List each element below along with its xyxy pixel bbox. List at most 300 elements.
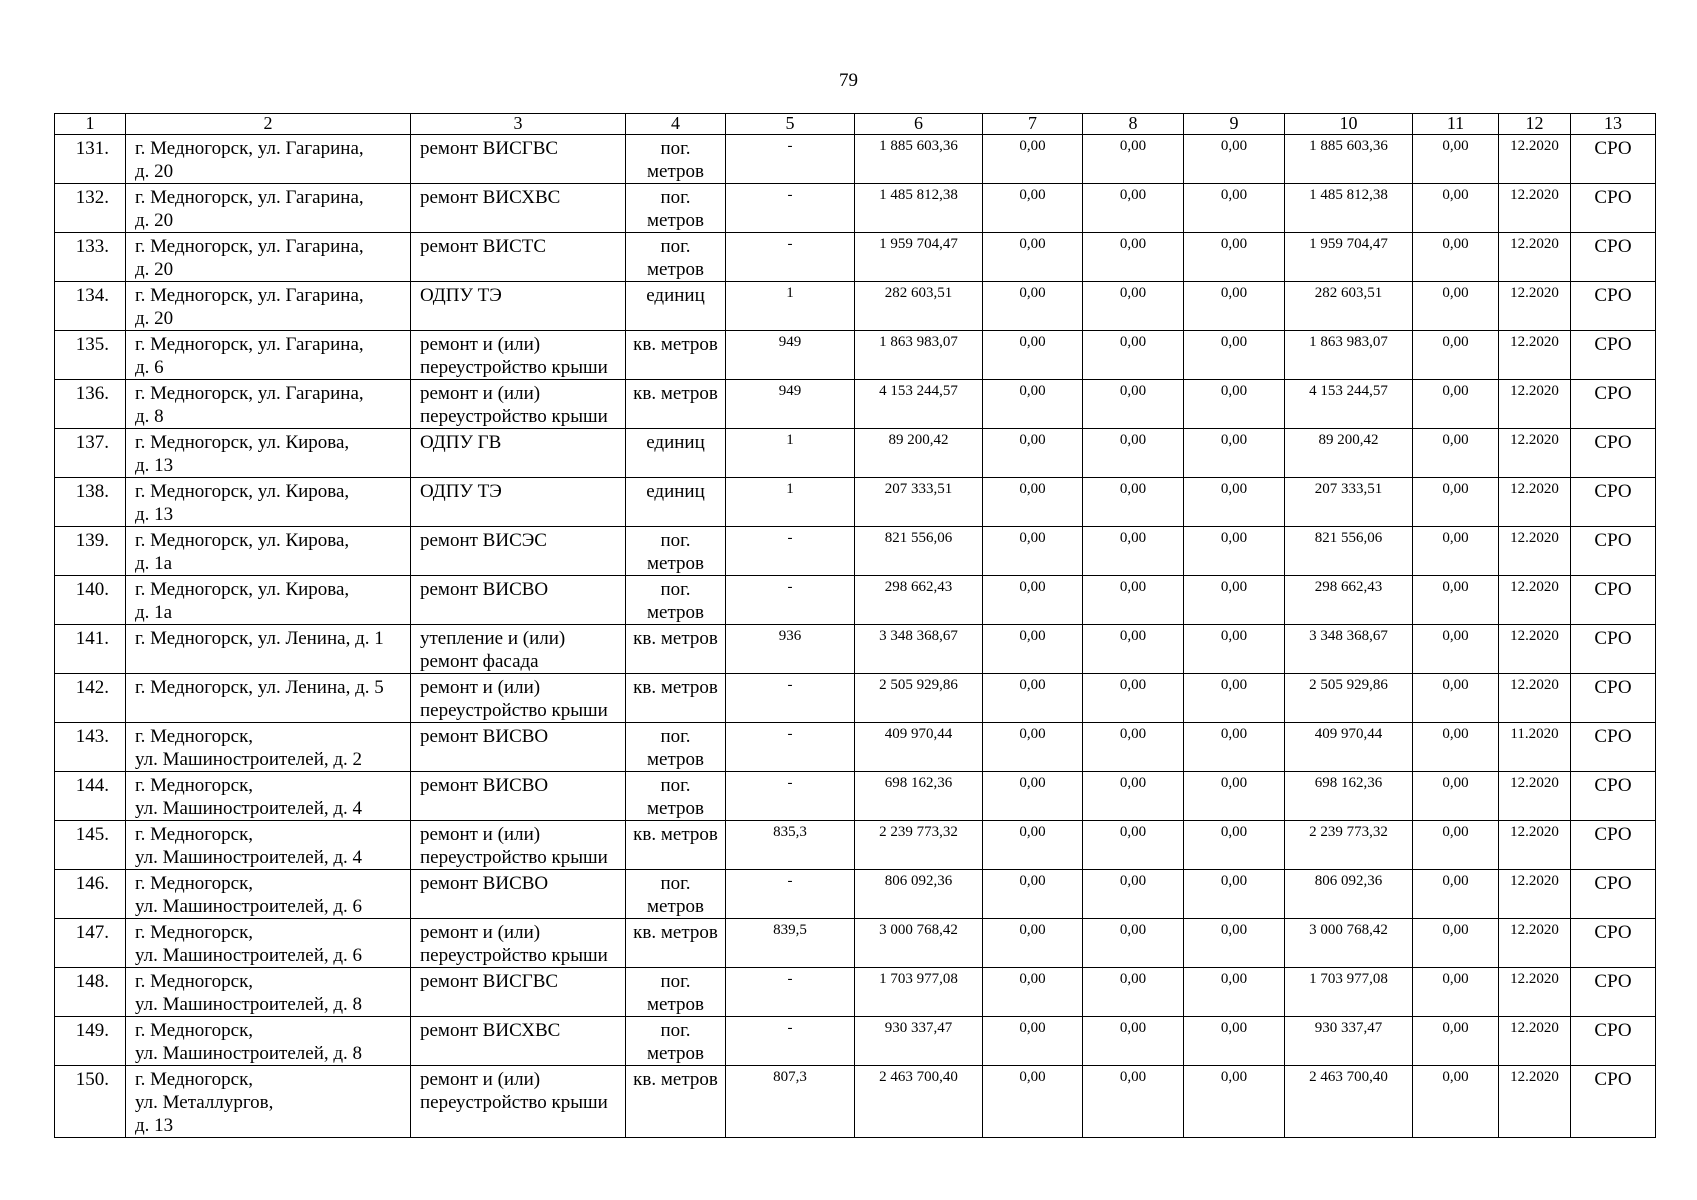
address-line-1: г. Медногорск, ул. Ленина, д. 1 — [135, 628, 384, 649]
work-type-line-1: утепление и (или) — [420, 628, 566, 649]
unit-line-1: кв. метров — [633, 334, 718, 355]
table-row — [55, 135, 1656, 184]
address-line-3: д. 13 — [135, 1115, 174, 1136]
col9-cell: 0,00 — [1184, 527, 1285, 576]
unit-line-1: кв. метров — [633, 677, 718, 698]
date-cell: 12.2020 — [1499, 331, 1571, 380]
col7-cell: 0,00 — [983, 478, 1083, 527]
work-type-line-2: переустройство крыши — [420, 406, 608, 427]
address-line-1: г. Медногорск, ул. Гагарина, — [135, 334, 364, 355]
address-line-2: ул. Металлургов, — [135, 1092, 274, 1113]
col9-cell: 0,00 — [1184, 380, 1285, 429]
col10-cell: 1 959 704,47 — [1285, 233, 1413, 282]
work-type-cell — [411, 1066, 626, 1138]
col11-cell: 0,00 — [1413, 576, 1499, 625]
organization-cell: СРО — [1571, 968, 1656, 1017]
row-number: 148. — [55, 968, 126, 1017]
address-line-2: ул. Машиностроителей, д. 2 — [135, 749, 363, 770]
col8-cell: 0,00 — [1083, 380, 1184, 429]
total-cost-cell: 1 959 704,47 — [855, 233, 983, 282]
col9-cell: 0,00 — [1184, 821, 1285, 870]
col7-cell: 0,00 — [983, 723, 1083, 772]
table-row — [55, 429, 1656, 478]
row-number: 146. — [55, 870, 126, 919]
col10-cell: 698 162,36 — [1285, 772, 1413, 821]
table-row — [55, 331, 1656, 380]
column-header: 3 — [411, 114, 626, 135]
table-row — [55, 282, 1656, 331]
address-line-1: г. Медногорск, ул. Кирова, — [135, 579, 350, 600]
organization-cell: СРО — [1571, 772, 1656, 821]
unit-cell — [626, 380, 726, 429]
col7-cell: 0,00 — [983, 772, 1083, 821]
unit-line-2: метров — [647, 602, 704, 623]
organization-cell: СРО — [1571, 184, 1656, 233]
address-line-1: г. Медногорск, ул. Гагарина, — [135, 383, 364, 404]
work-type-line-1: ремонт и (или) — [420, 383, 541, 404]
col9-cell: 0,00 — [1184, 1017, 1285, 1066]
date-cell: 12.2020 — [1499, 772, 1571, 821]
col11-cell: 0,00 — [1413, 674, 1499, 723]
unit-line-1: кв. метров — [633, 922, 718, 943]
address-cell — [126, 1017, 411, 1066]
column-header: 6 — [855, 114, 983, 135]
address-line-2: ул. Машиностроителей, д. 8 — [135, 1043, 363, 1064]
table-row — [55, 723, 1656, 772]
col8-cell: 0,00 — [1083, 429, 1184, 478]
quantity-cell: 807,3 — [726, 1066, 855, 1138]
date-cell: 12.2020 — [1499, 233, 1571, 282]
row-number: 149. — [55, 1017, 126, 1066]
col7-cell: 0,00 — [983, 870, 1083, 919]
table-row — [55, 625, 1656, 674]
column-header: 4 — [626, 114, 726, 135]
col7-cell: 0,00 — [983, 919, 1083, 968]
col11-cell: 0,00 — [1413, 1066, 1499, 1138]
col11-cell: 0,00 — [1413, 135, 1499, 184]
col10-cell: 1 485 812,38 — [1285, 184, 1413, 233]
date-cell: 12.2020 — [1499, 380, 1571, 429]
col11-cell: 0,00 — [1413, 184, 1499, 233]
unit-line-1: пог. — [660, 236, 691, 257]
address-line-1: г. Медногорск, ул. Кирова, — [135, 432, 350, 453]
work-type-cell — [411, 282, 626, 331]
address-line-2: д. 20 — [135, 308, 174, 329]
col9-cell: 0,00 — [1184, 625, 1285, 674]
work-type-line-1: ремонт ВИСГВС — [420, 138, 559, 159]
col7-cell: 0,00 — [983, 968, 1083, 1017]
address-line-1: г. Медногорск, — [135, 1069, 254, 1090]
address-cell — [126, 282, 411, 331]
date-cell: 11.2020 — [1499, 723, 1571, 772]
work-type-line-1: ремонт ВИСВО — [420, 726, 549, 747]
row-number: 138. — [55, 478, 126, 527]
total-cost-cell: 298 662,43 — [855, 576, 983, 625]
col11-cell: 0,00 — [1413, 625, 1499, 674]
column-header: 2 — [126, 114, 411, 135]
row-number: 136. — [55, 380, 126, 429]
column-number-row — [55, 114, 1656, 135]
unit-line-1: единиц — [646, 481, 705, 502]
unit-cell — [626, 1066, 726, 1138]
address-cell — [126, 478, 411, 527]
unit-line-1: пог. — [660, 579, 691, 600]
col10-cell: 207 333,51 — [1285, 478, 1413, 527]
row-number: 135. — [55, 331, 126, 380]
organization-cell: СРО — [1571, 1066, 1656, 1138]
table-row — [55, 919, 1656, 968]
unit-cell — [626, 527, 726, 576]
work-type-line-2: переустройство крыши — [420, 700, 608, 721]
organization-cell: СРО — [1571, 380, 1656, 429]
col7-cell: 0,00 — [983, 1017, 1083, 1066]
col10-cell: 2 463 700,40 — [1285, 1066, 1413, 1138]
col11-cell: 0,00 — [1413, 282, 1499, 331]
col9-cell: 0,00 — [1184, 184, 1285, 233]
row-number: 139. — [55, 527, 126, 576]
unit-cell — [626, 968, 726, 1017]
col10-cell: 89 200,42 — [1285, 429, 1413, 478]
quantity-cell: 1 — [726, 282, 855, 331]
work-type-cell — [411, 625, 626, 674]
col9-cell: 0,00 — [1184, 429, 1285, 478]
work-type-cell — [411, 870, 626, 919]
unit-cell — [626, 870, 726, 919]
row-number: 137. — [55, 429, 126, 478]
work-type-line-2: переустройство крыши — [420, 945, 608, 966]
quantity-cell: 839,5 — [726, 919, 855, 968]
work-type-cell — [411, 919, 626, 968]
work-type-line-1: ремонт и (или) — [420, 677, 541, 698]
col8-cell: 0,00 — [1083, 1066, 1184, 1138]
address-line-2: ул. Машиностроителей, д. 4 — [135, 798, 363, 819]
column-header: 12 — [1499, 114, 1571, 135]
col9-cell: 0,00 — [1184, 1066, 1285, 1138]
unit-line-2: метров — [647, 896, 704, 917]
capital-repair-table — [54, 113, 1656, 1138]
unit-cell — [626, 919, 726, 968]
unit-cell — [626, 625, 726, 674]
table-row — [55, 674, 1656, 723]
unit-line-1: пог. — [660, 971, 691, 992]
unit-line-2: метров — [647, 994, 704, 1015]
total-cost-cell: 806 092,36 — [855, 870, 983, 919]
col9-cell: 0,00 — [1184, 772, 1285, 821]
work-type-line-1: ОДПУ ТЭ — [420, 285, 502, 306]
address-line-2: д. 20 — [135, 161, 174, 182]
date-cell: 12.2020 — [1499, 478, 1571, 527]
address-line-2: д. 20 — [135, 210, 174, 231]
total-cost-cell: 2 239 773,32 — [855, 821, 983, 870]
address-cell — [126, 331, 411, 380]
unit-line-1: единиц — [646, 432, 705, 453]
col8-cell: 0,00 — [1083, 184, 1184, 233]
quantity-cell: - — [726, 184, 855, 233]
col11-cell: 0,00 — [1413, 380, 1499, 429]
unit-cell — [626, 674, 726, 723]
quantity-cell: - — [726, 870, 855, 919]
quantity-cell: - — [726, 1017, 855, 1066]
quantity-cell: - — [726, 674, 855, 723]
address-line-1: г. Медногорск, ул. Гагарина, — [135, 236, 364, 257]
address-line-1: г. Медногорск, — [135, 726, 254, 747]
address-line-2: д. 1а — [135, 553, 173, 574]
address-line-1: г. Медногорск, — [135, 1020, 254, 1041]
total-cost-cell: 409 970,44 — [855, 723, 983, 772]
col8-cell: 0,00 — [1083, 233, 1184, 282]
work-type-line-2: переустройство крыши — [420, 1092, 608, 1113]
quantity-cell: 1 — [726, 429, 855, 478]
col11-cell: 0,00 — [1413, 331, 1499, 380]
col8-cell: 0,00 — [1083, 331, 1184, 380]
address-line-1: г. Медногорск, — [135, 971, 254, 992]
work-type-line-1: ремонт ВИСТС — [420, 236, 547, 257]
work-type-line-1: ремонт и (или) — [420, 824, 541, 845]
col8-cell: 0,00 — [1083, 282, 1184, 331]
unit-line-1: пог. — [660, 726, 691, 747]
table-row — [55, 968, 1656, 1017]
unit-cell — [626, 478, 726, 527]
unit-cell — [626, 772, 726, 821]
work-type-line-1: ремонт ВИСВО — [420, 873, 549, 894]
address-line-2: д. 13 — [135, 455, 174, 476]
quantity-cell: - — [726, 233, 855, 282]
organization-cell: СРО — [1571, 233, 1656, 282]
address-cell — [126, 674, 411, 723]
address-line-1: г. Медногорск, ул. Гагарина, — [135, 187, 364, 208]
row-number: 132. — [55, 184, 126, 233]
organization-cell: СРО — [1571, 331, 1656, 380]
work-type-cell — [411, 576, 626, 625]
col7-cell: 0,00 — [983, 184, 1083, 233]
work-type-cell — [411, 380, 626, 429]
unit-line-2: метров — [647, 798, 704, 819]
table-row — [55, 772, 1656, 821]
address-cell — [126, 919, 411, 968]
col11-cell: 0,00 — [1413, 919, 1499, 968]
col7-cell: 0,00 — [983, 233, 1083, 282]
organization-cell: СРО — [1571, 821, 1656, 870]
col7-cell: 0,00 — [983, 821, 1083, 870]
date-cell: 12.2020 — [1499, 968, 1571, 1017]
unit-line-1: кв. метров — [633, 383, 718, 404]
address-cell — [126, 723, 411, 772]
work-type-line-1: ремонт ВИСХВС — [420, 1020, 561, 1041]
table-row — [55, 870, 1656, 919]
unit-line-2: метров — [647, 553, 704, 574]
unit-line-2: метров — [647, 1043, 704, 1064]
column-header: 13 — [1571, 114, 1656, 135]
unit-line-2: метров — [647, 749, 704, 770]
address-line-2: ул. Машиностроителей, д. 8 — [135, 994, 363, 1015]
organization-cell: СРО — [1571, 625, 1656, 674]
unit-cell — [626, 576, 726, 625]
quantity-cell: 835,3 — [726, 821, 855, 870]
quantity-cell: 1 — [726, 478, 855, 527]
work-type-cell — [411, 478, 626, 527]
work-type-cell — [411, 674, 626, 723]
work-type-line-1: ОДПУ ТЭ — [420, 481, 502, 502]
col10-cell: 930 337,47 — [1285, 1017, 1413, 1066]
date-cell: 12.2020 — [1499, 184, 1571, 233]
unit-line-1: кв. метров — [633, 824, 718, 845]
organization-cell: СРО — [1571, 478, 1656, 527]
address-line-1: г. Медногорск, ул. Гагарина, — [135, 138, 364, 159]
table-row — [55, 1066, 1656, 1138]
total-cost-cell: 3 348 368,67 — [855, 625, 983, 674]
col7-cell: 0,00 — [983, 135, 1083, 184]
quantity-cell: 949 — [726, 380, 855, 429]
address-cell — [126, 429, 411, 478]
col9-cell: 0,00 — [1184, 870, 1285, 919]
row-number: 141. — [55, 625, 126, 674]
col9-cell: 0,00 — [1184, 282, 1285, 331]
date-cell: 12.2020 — [1499, 1017, 1571, 1066]
work-type-line-1: ремонт ВИСЭС — [420, 530, 547, 551]
organization-cell: СРО — [1571, 1017, 1656, 1066]
work-type-cell — [411, 772, 626, 821]
unit-cell — [626, 282, 726, 331]
row-number: 145. — [55, 821, 126, 870]
quantity-cell: - — [726, 527, 855, 576]
col10-cell: 1 885 603,36 — [1285, 135, 1413, 184]
work-type-line-1: ремонт и (или) — [420, 922, 541, 943]
col8-cell: 0,00 — [1083, 772, 1184, 821]
col7-cell: 0,00 — [983, 331, 1083, 380]
col7-cell: 0,00 — [983, 1066, 1083, 1138]
address-cell — [126, 184, 411, 233]
table-row — [55, 1017, 1656, 1066]
unit-line-1: пог. — [660, 530, 691, 551]
col10-cell: 4 153 244,57 — [1285, 380, 1413, 429]
organization-cell: СРО — [1571, 919, 1656, 968]
organization-cell: СРО — [1571, 282, 1656, 331]
unit-line-1: кв. метров — [633, 628, 718, 649]
total-cost-cell: 282 603,51 — [855, 282, 983, 331]
work-type-cell — [411, 429, 626, 478]
work-type-line-2: переустройство крыши — [420, 847, 608, 868]
row-number: 143. — [55, 723, 126, 772]
col11-cell: 0,00 — [1413, 429, 1499, 478]
unit-line-1: пог. — [660, 138, 691, 159]
unit-line-1: пог. — [660, 187, 691, 208]
col7-cell: 0,00 — [983, 674, 1083, 723]
address-cell — [126, 625, 411, 674]
work-type-cell — [411, 821, 626, 870]
total-cost-cell: 1 703 977,08 — [855, 968, 983, 1017]
col11-cell: 0,00 — [1413, 968, 1499, 1017]
table-row — [55, 576, 1656, 625]
total-cost-cell: 1 885 603,36 — [855, 135, 983, 184]
col9-cell: 0,00 — [1184, 233, 1285, 282]
unit-line-1: пог. — [660, 873, 691, 894]
address-line-2: ул. Машиностроителей, д. 6 — [135, 896, 363, 917]
address-line-1: г. Медногорск, — [135, 824, 254, 845]
unit-cell — [626, 331, 726, 380]
col8-cell: 0,00 — [1083, 968, 1184, 1017]
col11-cell: 0,00 — [1413, 1017, 1499, 1066]
col10-cell: 409 970,44 — [1285, 723, 1413, 772]
address-cell — [126, 527, 411, 576]
col8-cell: 0,00 — [1083, 478, 1184, 527]
unit-cell — [626, 135, 726, 184]
col10-cell: 2 505 929,86 — [1285, 674, 1413, 723]
row-number: 140. — [55, 576, 126, 625]
col10-cell: 3 000 768,42 — [1285, 919, 1413, 968]
address-line-2: д. 8 — [135, 406, 164, 427]
col8-cell: 0,00 — [1083, 870, 1184, 919]
row-number: 142. — [55, 674, 126, 723]
work-type-line-1: ремонт ВИСГВС — [420, 971, 559, 992]
address-line-2: д. 13 — [135, 504, 174, 525]
date-cell: 12.2020 — [1499, 870, 1571, 919]
date-cell: 12.2020 — [1499, 674, 1571, 723]
row-number: 150. — [55, 1066, 126, 1138]
date-cell: 12.2020 — [1499, 625, 1571, 674]
address-line-2: д. 20 — [135, 259, 174, 280]
col8-cell: 0,00 — [1083, 135, 1184, 184]
row-number: 144. — [55, 772, 126, 821]
col11-cell: 0,00 — [1413, 870, 1499, 919]
work-type-cell — [411, 527, 626, 576]
total-cost-cell: 3 000 768,42 — [855, 919, 983, 968]
col9-cell: 0,00 — [1184, 576, 1285, 625]
address-cell — [126, 870, 411, 919]
col10-cell: 298 662,43 — [1285, 576, 1413, 625]
organization-cell: СРО — [1571, 576, 1656, 625]
address-line-1: г. Медногорск, ул. Кирова, — [135, 481, 350, 502]
column-header: 8 — [1083, 114, 1184, 135]
total-cost-cell: 1 863 983,07 — [855, 331, 983, 380]
col9-cell: 0,00 — [1184, 674, 1285, 723]
total-cost-cell: 4 153 244,57 — [855, 380, 983, 429]
col7-cell: 0,00 — [983, 527, 1083, 576]
col8-cell: 0,00 — [1083, 919, 1184, 968]
total-cost-cell: 2 463 700,40 — [855, 1066, 983, 1138]
col8-cell: 0,00 — [1083, 527, 1184, 576]
column-header: 11 — [1413, 114, 1499, 135]
row-number: 131. — [55, 135, 126, 184]
col10-cell: 2 239 773,32 — [1285, 821, 1413, 870]
work-type-cell — [411, 723, 626, 772]
unit-cell — [626, 821, 726, 870]
unit-line-2: метров — [647, 161, 704, 182]
column-header: 10 — [1285, 114, 1413, 135]
col9-cell: 0,00 — [1184, 478, 1285, 527]
col8-cell: 0,00 — [1083, 625, 1184, 674]
quantity-cell: - — [726, 135, 855, 184]
work-type-line-2: ремонт фасада — [420, 651, 539, 672]
total-cost-cell: 821 556,06 — [855, 527, 983, 576]
address-line-2: ул. Машиностроителей, д. 4 — [135, 847, 363, 868]
col10-cell: 3 348 368,67 — [1285, 625, 1413, 674]
unit-line-1: единиц — [646, 285, 705, 306]
unit-line-1: пог. — [660, 775, 691, 796]
date-cell: 12.2020 — [1499, 282, 1571, 331]
date-cell: 12.2020 — [1499, 576, 1571, 625]
address-cell — [126, 233, 411, 282]
table-row — [55, 478, 1656, 527]
column-header: 5 — [726, 114, 855, 135]
address-line-2: д. 6 — [135, 357, 164, 378]
total-cost-cell: 207 333,51 — [855, 478, 983, 527]
address-cell — [126, 772, 411, 821]
column-header: 1 — [55, 114, 126, 135]
total-cost-cell: 930 337,47 — [855, 1017, 983, 1066]
unit-cell — [626, 429, 726, 478]
organization-cell: СРО — [1571, 429, 1656, 478]
total-cost-cell: 1 485 812,38 — [855, 184, 983, 233]
